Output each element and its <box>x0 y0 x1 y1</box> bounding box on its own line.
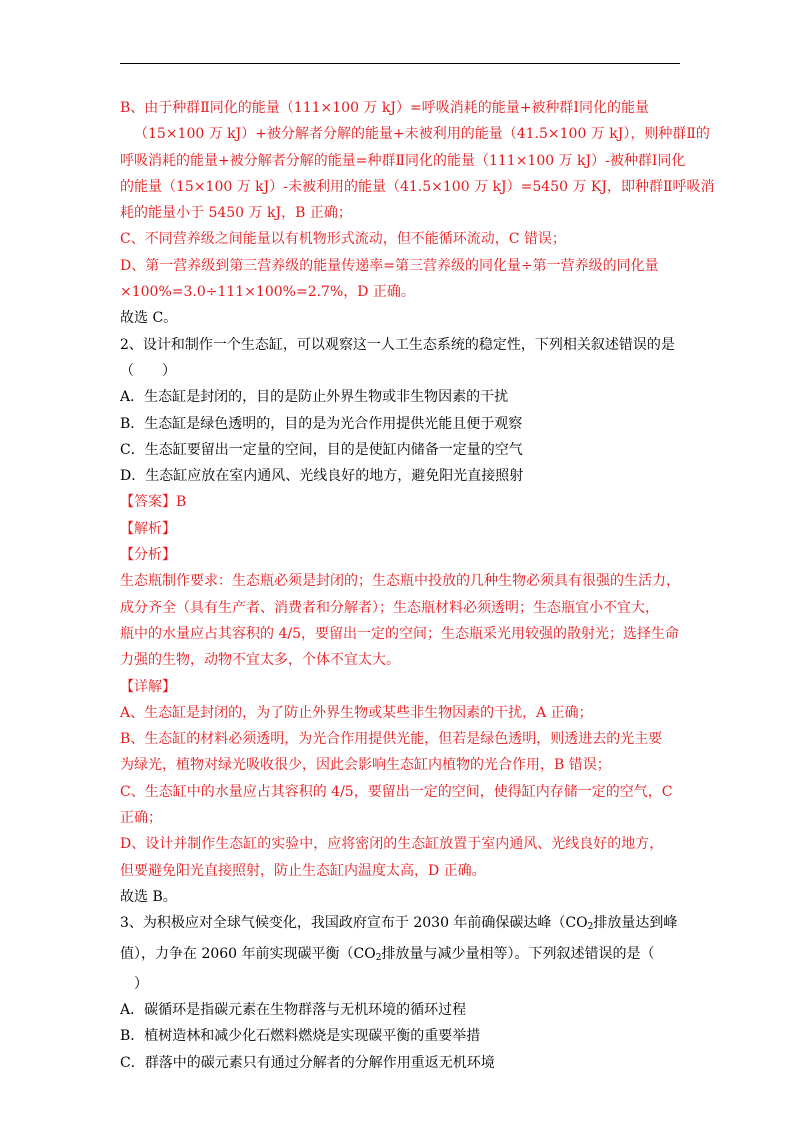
q2-option-c: C．生态缸要留出一定量的空间，目的是使缸内储备一定量的空气 <box>120 441 523 458</box>
xiangjie-line: C、生态缸中的水量应占其容积的 4/5，要留出一定的空间，使得缸内存储一定的空气，C <box>120 783 673 800</box>
option-b-explanation-line: 耗的能量小于 5450 万 kJ，B 正确； <box>120 205 352 222</box>
fenxi-tag: 【分析】 <box>120 547 176 564</box>
q2-option-a: A．生态缸是封闭的，目的是防止外界生物或非生物因素的干扰 <box>120 389 509 406</box>
q3-stem-line-2 <box>120 941 680 971</box>
answer-value: B <box>176 494 187 511</box>
option-c-explanation-line: C、不同营养级之间能量以有机物形式流动，但不能循环流动，C 错误； <box>120 231 566 248</box>
prev-explanation <box>120 95 715 332</box>
option-b-explanation-line: 的能量（15×100 万 kJ）-未被利用的能量（41.5×100 万 kJ）=5450 万 KJ，即种群Ⅱ呼吸消 <box>120 178 715 195</box>
xiangjie-line: 为绿光，植物对绿光吸收很少，因此会影响生态缸内植物的光合作用，B 错误； <box>120 757 611 774</box>
xiangjie-line: 正确； <box>120 810 162 827</box>
fenxi-line: 瓶中的水量应占其容积的 4/5，要留出一定的空间；生态瓶采光用较强的散射光；选择生命 <box>120 625 679 642</box>
option-b-explanation-line: B、由于种群Ⅱ同化的能量（111×100 万 kJ）=呼吸消耗的能量+被种群Ⅰ同化的能量 <box>120 100 649 116</box>
fenxi-line: 成分齐全（具有生产者、消费者和分解者）；生态瓶材料必须透明；生态瓶宜小不宜大， <box>120 599 659 616</box>
xiangjie-line: D、设计并制作生态缸的实验中，应将密闭的生态缸放置于室内通风、光线良好的地方， <box>120 836 664 853</box>
option-d-explanation-line: ×100%=3.0÷111×100%=2.7%，D 正确。 <box>120 284 415 301</box>
option-b-explanation-line: 呼吸消耗的能量+被分解者分解的能量=种群Ⅱ同化的能量（111×100 万 kJ）-被种群Ⅰ同化 <box>120 152 686 169</box>
q2-conclusion: 故选 B。 <box>120 888 177 905</box>
xiangjie-tag: 【详解】 <box>120 678 176 695</box>
option-b-explanation-line: （15×100 万 kJ）+被分解者分解的能量+未被利用的能量（41.5×100 万 kJ），则种群Ⅱ的 <box>134 126 710 143</box>
q3-stem-text: 值），力争在 2060 年前实现碳平衡（CO <box>120 945 376 962</box>
q2-option-d: D．生态缸应放在室内通风、光线良好的地方，避免阳光直接照射 <box>120 468 524 485</box>
header-rule <box>120 63 680 64</box>
co2-subscript: 2 <box>587 922 594 933</box>
option-d-explanation-line: D、第一营养级到第三营养级的能量传递率=第三营养级的同化量÷第一营养级的同化量 <box>120 257 659 274</box>
xiangjie-line: A、生态缸是封闭的，为了防止外界生物或某些非生物因素的干扰，A 正确； <box>120 704 593 721</box>
xiangjie-line: 但要避免阳光直接照射，防止生态缸内温度太高，D 正确。 <box>120 862 486 879</box>
q2-answer <box>120 489 680 515</box>
co2-subscript: 2 <box>375 952 382 963</box>
document-body <box>120 95 715 1076</box>
prev-conclusion: 故选 C。 <box>120 310 178 327</box>
q2-stem-bracket: （ ） <box>120 362 176 379</box>
q2-option-b: B．生态缸是绿色透明的，目的是为光合作用提供光能且便于观察 <box>120 415 523 432</box>
q3-stem-bracket: ） <box>134 975 148 992</box>
q3-stem-text: 3、为积极应对全球气候变化，我国政府宣布于 2030 年前确保碳达峰（CO <box>120 915 588 932</box>
q3-option-a: A．碳循环是指碳元素在生物群落与无机环境的循环过程 <box>120 1002 467 1019</box>
q3-option-b: B．植树造林和减少化石燃料燃烧是实现碳平衡的重要举措 <box>120 1028 481 1045</box>
q3-stem-text: 排放量达到峰 <box>593 915 678 932</box>
question-3 <box>120 910 680 1076</box>
q3-stem-line-1 <box>120 910 680 940</box>
fenxi-line: 力强的生物，动物不宜太多，个体不宜太大。 <box>120 652 400 669</box>
question-2 <box>120 332 680 911</box>
q3-option-c: C．群落中的碳元素只有通过分解者的分解作用重返无机环境 <box>120 1054 495 1071</box>
q2-stem: 2、设计和制作一个生态缸，可以观察这一人工生态系统的稳定性，下列相关叙述错误的是 <box>120 336 675 353</box>
q3-stem-text: 排放量与减少量相等）。下列叙述错误的是（ <box>381 945 655 962</box>
answer-tag: 【答案】 <box>120 494 176 511</box>
xiangjie-line: B、生态缸的材料必须透明，为光合作用提供光能，但若是绿色透明，则透进去的光主要 <box>120 731 663 748</box>
fenxi-line: 生态瓶制作要求：生态瓶必须是封闭的；生态瓶中投放的几种生物必须具有很强的生活力， <box>120 573 680 590</box>
analysis-tag: 【解析】 <box>120 520 176 537</box>
